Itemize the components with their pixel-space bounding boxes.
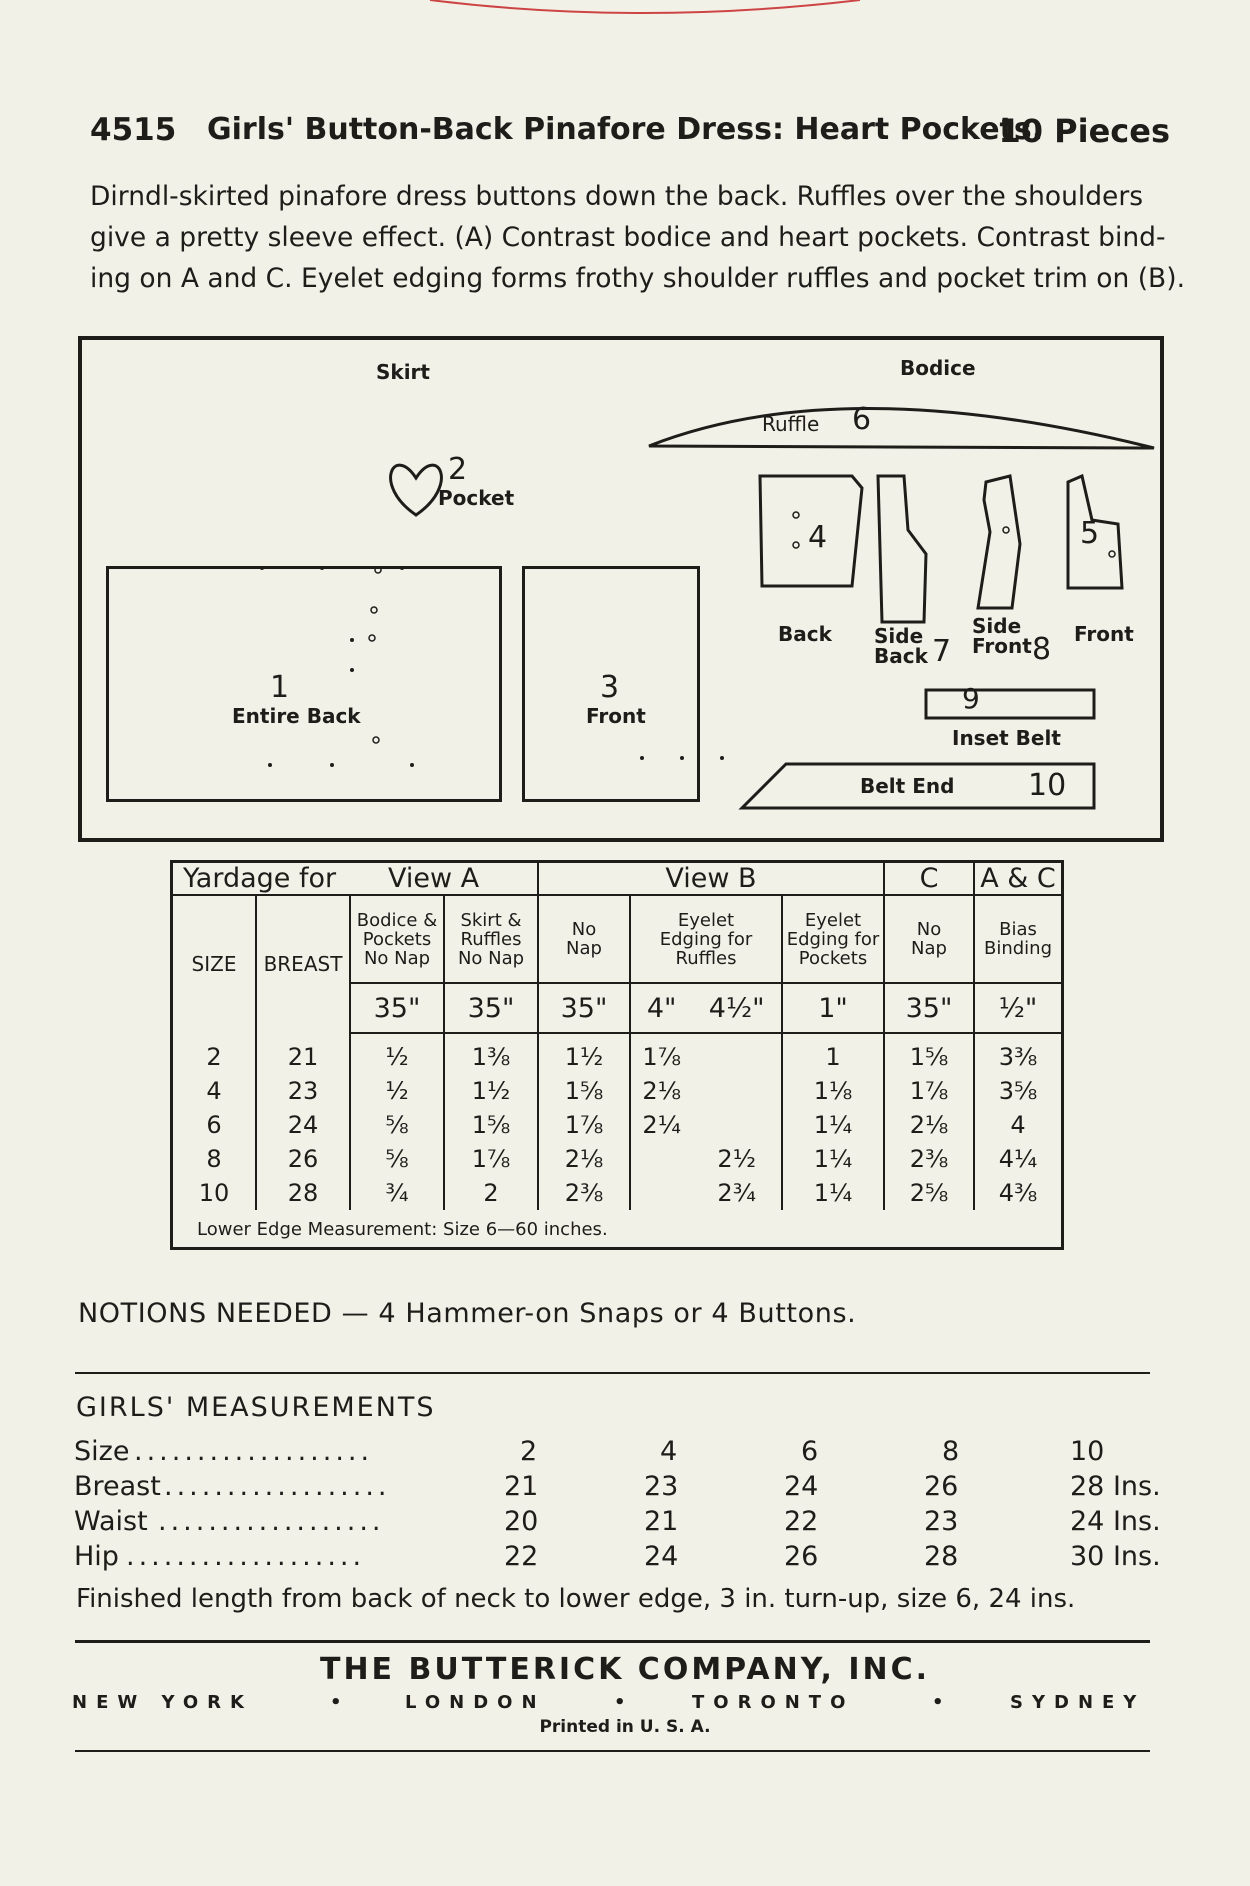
- row-value: 24 Ins.: [1070, 1506, 1161, 1537]
- table-cell: [692, 1108, 782, 1142]
- divider: [75, 1750, 1150, 1752]
- row-dots: ..................: [158, 1506, 385, 1537]
- width-cell: 1": [782, 983, 884, 1033]
- table-cell: ½: [350, 1074, 444, 1108]
- pattern-piece-diagram: [78, 336, 1164, 842]
- row-dots: ...................: [134, 1436, 374, 1467]
- col-size: SIZE: [172, 895, 257, 1033]
- size-cell: 6: [172, 1108, 257, 1142]
- table-cell: 2¼: [642, 1111, 681, 1139]
- side-front-name: Side Front: [972, 614, 1032, 658]
- side-back-number: 7: [932, 634, 952, 669]
- pocket-piece: [391, 465, 442, 515]
- table-cell: 4⅜: [998, 1179, 1038, 1207]
- width-cell: 35": [538, 983, 630, 1033]
- side-back-name: Side Back: [874, 624, 928, 668]
- col-breast: BREAST: [256, 895, 350, 1033]
- size-cell: 4: [172, 1074, 257, 1108]
- city-london: LONDON: [405, 1692, 546, 1713]
- table-cell: 1¼: [782, 1142, 884, 1176]
- table-cell: 4: [1010, 1111, 1026, 1139]
- city-sydney: SYDNEY: [1010, 1692, 1146, 1713]
- bodice-label: Bodice: [900, 356, 976, 380]
- table-cell: 2⅛: [884, 1108, 974, 1142]
- fabric-view-b-no-nap: No Nap: [538, 895, 630, 983]
- table-cell: ¾: [350, 1176, 444, 1210]
- inset-belt-piece: [926, 690, 1094, 718]
- finished-length-note: Finished length from back of neck to lower edge, 3 in. turn-up, size 6, 24 ins.: [76, 1584, 1076, 1614]
- row-dots: ..................: [164, 1471, 391, 1502]
- row-value: 8: [942, 1436, 960, 1467]
- entire-back-piece: [106, 566, 502, 802]
- table-row: [172, 1108, 1063, 1142]
- width-cell: ½": [974, 983, 1063, 1033]
- table-cell: 2⅜: [884, 1142, 974, 1176]
- pocket-name: Pocket: [438, 486, 515, 510]
- pattern-description: [90, 176, 1186, 299]
- row-value: 2: [520, 1436, 538, 1467]
- row-value: 26: [924, 1471, 959, 1502]
- table-cell: 1⅝: [884, 1033, 974, 1074]
- measurements-title: GIRLS' MEASUREMENTS: [76, 1392, 436, 1423]
- table-cell: 1½: [538, 1033, 630, 1074]
- table-cell: ⅝: [350, 1142, 444, 1176]
- fabric-skirt-ruffles: Skirt & Ruffles No Nap: [444, 895, 538, 983]
- front-bodice-name: Front: [1074, 622, 1134, 646]
- row-value: 22: [784, 1506, 819, 1537]
- side-front-number: 8: [1032, 632, 1052, 667]
- row-label: Breast: [74, 1471, 161, 1502]
- printed-in-usa: Printed in U. S. A.: [539, 1717, 711, 1737]
- measurement-row: [74, 1506, 1161, 1540]
- breast-cell: 24: [256, 1108, 350, 1142]
- table-cell: ½: [350, 1033, 444, 1074]
- row-value: 30 Ins.: [1070, 1541, 1161, 1572]
- pattern-title: Girls' Button-Back Pinafore Dress: Heart Pockets.: [207, 112, 1044, 147]
- table-cell: [692, 1074, 782, 1108]
- measurement-row: [74, 1541, 1161, 1575]
- company-name: THE BUTTERICK COMPANY, INC.: [319, 1652, 931, 1687]
- table-cell: 2⅛: [538, 1142, 630, 1176]
- table-cell: 1½: [444, 1074, 538, 1108]
- fabric-eyelet-ruffles: Eyelet Edging for Ruffles: [630, 895, 782, 983]
- table-cell: 4¼: [998, 1145, 1038, 1173]
- entire-back-number: 1: [270, 670, 290, 705]
- row-label: Hip: [74, 1541, 119, 1572]
- group-view-b: View B: [538, 862, 884, 896]
- city-new-york: NEW YORK: [72, 1692, 253, 1713]
- belt-end-name: Belt End: [860, 774, 955, 798]
- row-value: 21: [504, 1471, 539, 1502]
- table-cell: 2½: [692, 1142, 782, 1176]
- fabric-eyelet-pockets: Eyelet Edging for Pockets: [782, 895, 884, 983]
- side-back-piece: [878, 476, 926, 622]
- table-row: [172, 1176, 1063, 1210]
- table-cell: 2⅜: [538, 1176, 630, 1210]
- divider: [75, 1640, 1150, 1643]
- row-value: 24: [784, 1471, 819, 1502]
- row-dots: ...................: [126, 1541, 366, 1572]
- top-arc-decoration: [0, 0, 1250, 20]
- width-cell: 35": [350, 983, 444, 1033]
- table-cell: 2⅝: [884, 1176, 974, 1210]
- table-cell: 3⅝: [998, 1077, 1038, 1105]
- width-cell: 4½": [692, 983, 782, 1033]
- table-row: [172, 1142, 1063, 1176]
- table-cell: 1⅞: [444, 1142, 538, 1176]
- description-line: ing on A and C. Eyelet edging forms frothy shoulder ruffles and pocket trim on (B).: [90, 263, 1186, 294]
- group-a-and-c: A & C: [974, 862, 1063, 896]
- breast-cell: 26: [256, 1142, 350, 1176]
- breast-cell: 28: [256, 1176, 350, 1210]
- table-cell: 2⅛: [642, 1077, 681, 1105]
- row-value: 23: [644, 1471, 679, 1502]
- fabric-bodice-pockets: Bodice & Pockets No Nap: [350, 895, 444, 983]
- table-cell: [630, 1176, 692, 1210]
- breast-cell: 21: [256, 1033, 350, 1074]
- table-cell: 1⅝: [444, 1108, 538, 1142]
- row-value: 28: [924, 1541, 959, 1572]
- entire-back-name: Entire Back: [232, 704, 361, 728]
- table-row: [172, 1033, 1063, 1074]
- measurement-row: [74, 1436, 1154, 1470]
- skirt-front-name: Front: [586, 704, 646, 728]
- table-cell: 2¾: [692, 1176, 782, 1210]
- row-value: 10: [1070, 1436, 1105, 1467]
- table-cell: [630, 1142, 692, 1176]
- skirt-label: Skirt: [376, 360, 430, 384]
- description-line: Dirndl-skirted pinafore dress buttons down the back. Ruffles over the shoulders: [90, 181, 1144, 212]
- table-cell: ⅝: [350, 1108, 444, 1142]
- table-cell: 1⅞: [884, 1074, 974, 1108]
- ruffle-number: 6: [852, 402, 872, 437]
- row-value: 24: [644, 1541, 679, 1572]
- size-cell: 2: [172, 1033, 257, 1074]
- measurement-row: [74, 1471, 1161, 1505]
- table-cell: 1¼: [782, 1176, 884, 1210]
- fabric-c-no-nap: No Nap: [884, 895, 974, 983]
- group-c: C: [884, 862, 974, 896]
- row-value: 21: [644, 1506, 679, 1537]
- row-label: Size: [74, 1436, 130, 1467]
- size-cell: 10: [172, 1176, 257, 1210]
- description-line: give a pretty sleeve effect. (A) Contrast bodice and heart pockets. Contrast bind-: [90, 222, 1166, 253]
- breast-cell: 23: [256, 1074, 350, 1108]
- piece-count: 10 Pieces: [998, 112, 1170, 150]
- table-cell: 1: [782, 1033, 884, 1074]
- yardage-rows: [172, 1033, 1063, 1210]
- table-cell: 2: [444, 1176, 538, 1210]
- width-cell: 35": [444, 983, 538, 1033]
- yardage-caption: Yardage for: [172, 862, 351, 896]
- divider: [75, 1372, 1150, 1374]
- row-label: Waist: [74, 1506, 148, 1537]
- city-separator: •: [330, 1692, 351, 1713]
- row-value: 22: [504, 1541, 539, 1572]
- ruffle-name: Ruffle: [762, 412, 820, 436]
- table-cell: 3⅜: [998, 1043, 1038, 1071]
- width-cell: 35": [884, 983, 974, 1033]
- belt-end-number: 10: [1028, 768, 1067, 803]
- size-cell: 8: [172, 1142, 257, 1176]
- row-value: 20: [504, 1506, 539, 1537]
- ruffle-piece: [649, 408, 1154, 448]
- table-cell: 1¼: [782, 1108, 884, 1142]
- back-bodice-number: 4: [808, 520, 828, 555]
- table-cell: 1⅛: [782, 1074, 884, 1108]
- skirt-front-number: 3: [600, 670, 620, 705]
- notions-needed: NOTIONS NEEDED — 4 Hammer-on Snaps or 4 Buttons.: [78, 1298, 857, 1329]
- back-bodice-name: Back: [778, 622, 832, 646]
- table-cell: [692, 1033, 782, 1074]
- row-value: 26: [784, 1541, 819, 1572]
- yardage-footnote: Lower Edge Measurement: Size 6—60 inches.: [197, 1219, 608, 1240]
- fabric-bias-binding: Bias Binding: [974, 895, 1063, 983]
- yardage-table: [170, 860, 1064, 1250]
- city-separator: •: [614, 1692, 635, 1713]
- row-value: 6: [801, 1436, 819, 1467]
- group-view-a: View A: [350, 862, 538, 896]
- inset-belt-name: Inset Belt: [952, 726, 1061, 750]
- row-value: 4: [660, 1436, 678, 1467]
- table-cell: 1⅞: [538, 1108, 630, 1142]
- city-separator: •: [932, 1692, 953, 1713]
- front-bodice-number: 5: [1080, 516, 1100, 551]
- row-value: 28 Ins.: [1070, 1471, 1161, 1502]
- table-cell: 1⅜: [444, 1033, 538, 1074]
- table-cell: 1⅝: [538, 1074, 630, 1108]
- inset-belt-number: 9: [962, 682, 980, 715]
- pocket-number: 2: [448, 452, 468, 487]
- table-row: [172, 1074, 1063, 1108]
- row-value: 23: [924, 1506, 959, 1537]
- side-front-piece: [978, 476, 1020, 608]
- width-cell: 4": [630, 983, 692, 1033]
- pattern-header: [90, 112, 1170, 160]
- table-cell: 1⅞: [642, 1043, 681, 1071]
- pattern-number: 4515: [90, 112, 177, 148]
- city-toronto: TORONTO: [692, 1692, 855, 1713]
